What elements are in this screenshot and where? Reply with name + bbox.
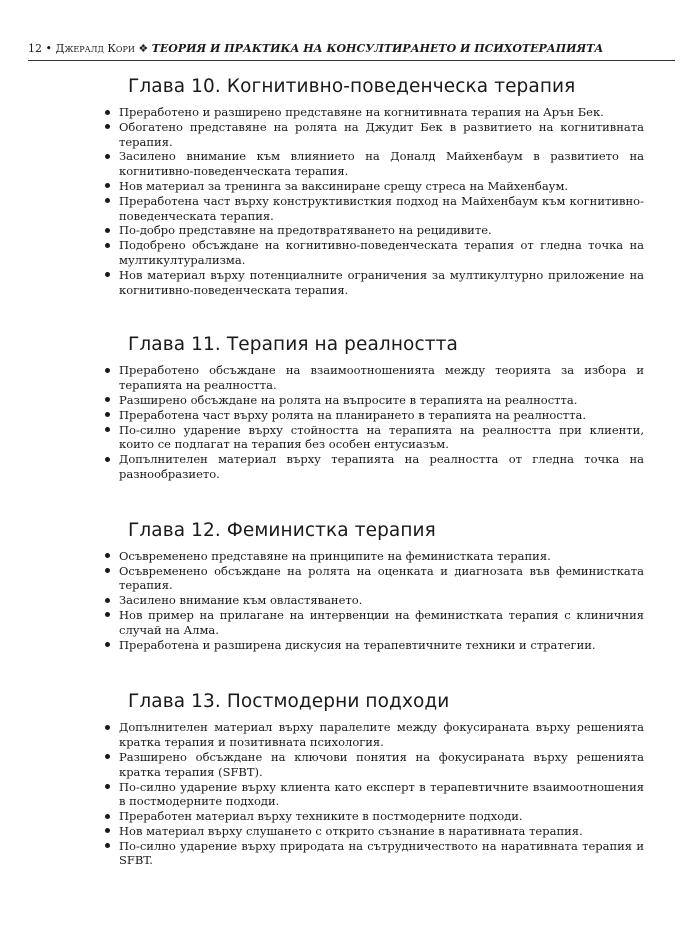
header-bullet: • <box>45 42 52 55</box>
list-item: Преработено обсъждане на взаимоотношенията между теорията за избора и терапията на реалността. <box>104 363 644 393</box>
chapter-title: Глава 13. Постмодерни подходи <box>128 691 450 713</box>
header-ornament: ❖ <box>138 42 149 55</box>
chapter-11 <box>104 332 644 481</box>
header-author: Джералд Кори <box>55 42 135 55</box>
list-item: Подобрено обсъждане на когнитивно-поведенческата терапия от гледна точка на мултикултурализма. <box>104 238 644 268</box>
page-number: 12 <box>28 42 42 55</box>
list-item: По-силно ударение върху природата на сътрудничеството на наративната терапия и SFBT. <box>104 839 644 869</box>
list-item: Нов материал върху слушането с открито съзнание в наративната терапия. <box>104 824 644 839</box>
list-item: Преработен материал върху техниките в постмодерните подходи. <box>104 809 644 824</box>
list-item: Преработено и разширено представяне на когнитивната терапия на Арън Бек. <box>104 105 644 120</box>
list-item: Засилено внимание към влиянието на Доналд Майхенбаум в развитието на когнитивно-поведенческата терапия. <box>104 149 644 179</box>
list-item: Осъвременено представяне на принципите на феминистката терапия. <box>104 549 644 564</box>
running-head <box>28 42 675 61</box>
chapter-10 <box>104 74 644 297</box>
chapter-item-list <box>104 363 644 481</box>
list-item: По-силно ударение върху стойността на терапията на реалността при клиенти, които се подлагат на терапия без особен ентусиазъм. <box>104 423 644 453</box>
chapter-item-list <box>104 105 644 297</box>
list-item: По-добро представяне на предотвратяването на рецидивите. <box>104 223 644 238</box>
list-item: Засилено внимание към овластяването. <box>104 593 644 608</box>
list-item: Преработена и разширена дискусия на терапевтичните техники и стратегии. <box>104 638 644 653</box>
chapter-13 <box>104 689 644 868</box>
chapter-item-list <box>104 549 644 653</box>
list-item: Преработена част върху конструктивисткия подход на Майхенбаум към когнитивно-поведенческата терапия. <box>104 194 644 224</box>
page-content <box>104 74 644 868</box>
list-item: Разширено обсъждане на ролята на въпросите в терапията на реалността. <box>104 393 644 408</box>
list-item: По-силно ударение върху клиента като експерт в терапевтичните взаимоотношения в постмодерните подходи. <box>104 780 644 810</box>
chapter-title: Глава 12. Феминистка терапия <box>128 519 436 541</box>
list-item: Допълнителен материал върху паралелите между фокусираната върху решенията кратка терапия и позитивната психология. <box>104 720 644 750</box>
list-item: Нов пример на прилагане на интервенции на феминистката терапия с клиничния случай на Алма. <box>104 608 644 638</box>
chapter-item-list <box>104 720 644 868</box>
list-item: Осъвременено обсъждане на ролята на оценката и диагнозата във феминистката терапия. <box>104 564 644 594</box>
chapter-title: Глава 10. Когнитивно-поведенческа терапия <box>128 76 576 97</box>
list-item: Нов материал за тренинга за ваксиниране срещу стреса на Майхенбаум. <box>104 179 644 194</box>
chapter-12 <box>104 518 644 653</box>
list-item: Обогатено представяне на ролята на Джудит Бек в развитието на когнитивната терапия. <box>104 120 644 150</box>
list-item: Нов материал върху потенциалните ограничения за мултикултурно приложение на когнитивно-поведенческата терапия. <box>104 268 644 298</box>
header-book-title: ТЕОРИЯ И ПРАКТИКА НА КОНСУЛТИРАНЕТО И ПСИХОТЕРАПИЯТА <box>151 42 604 55</box>
list-item: Преработена част върху ролята на планирането в терапията на реалността. <box>104 408 644 423</box>
list-item: Допълнителен материал върху терапията на реалността от гледна точка на разнообразието. <box>104 452 644 482</box>
chapter-title: Глава 11. Терапия на реалността <box>128 334 458 356</box>
list-item: Разширено обсъждане на ключови понятия на фокусираната върху решенията кратка терапия (SFBT). <box>104 750 644 780</box>
